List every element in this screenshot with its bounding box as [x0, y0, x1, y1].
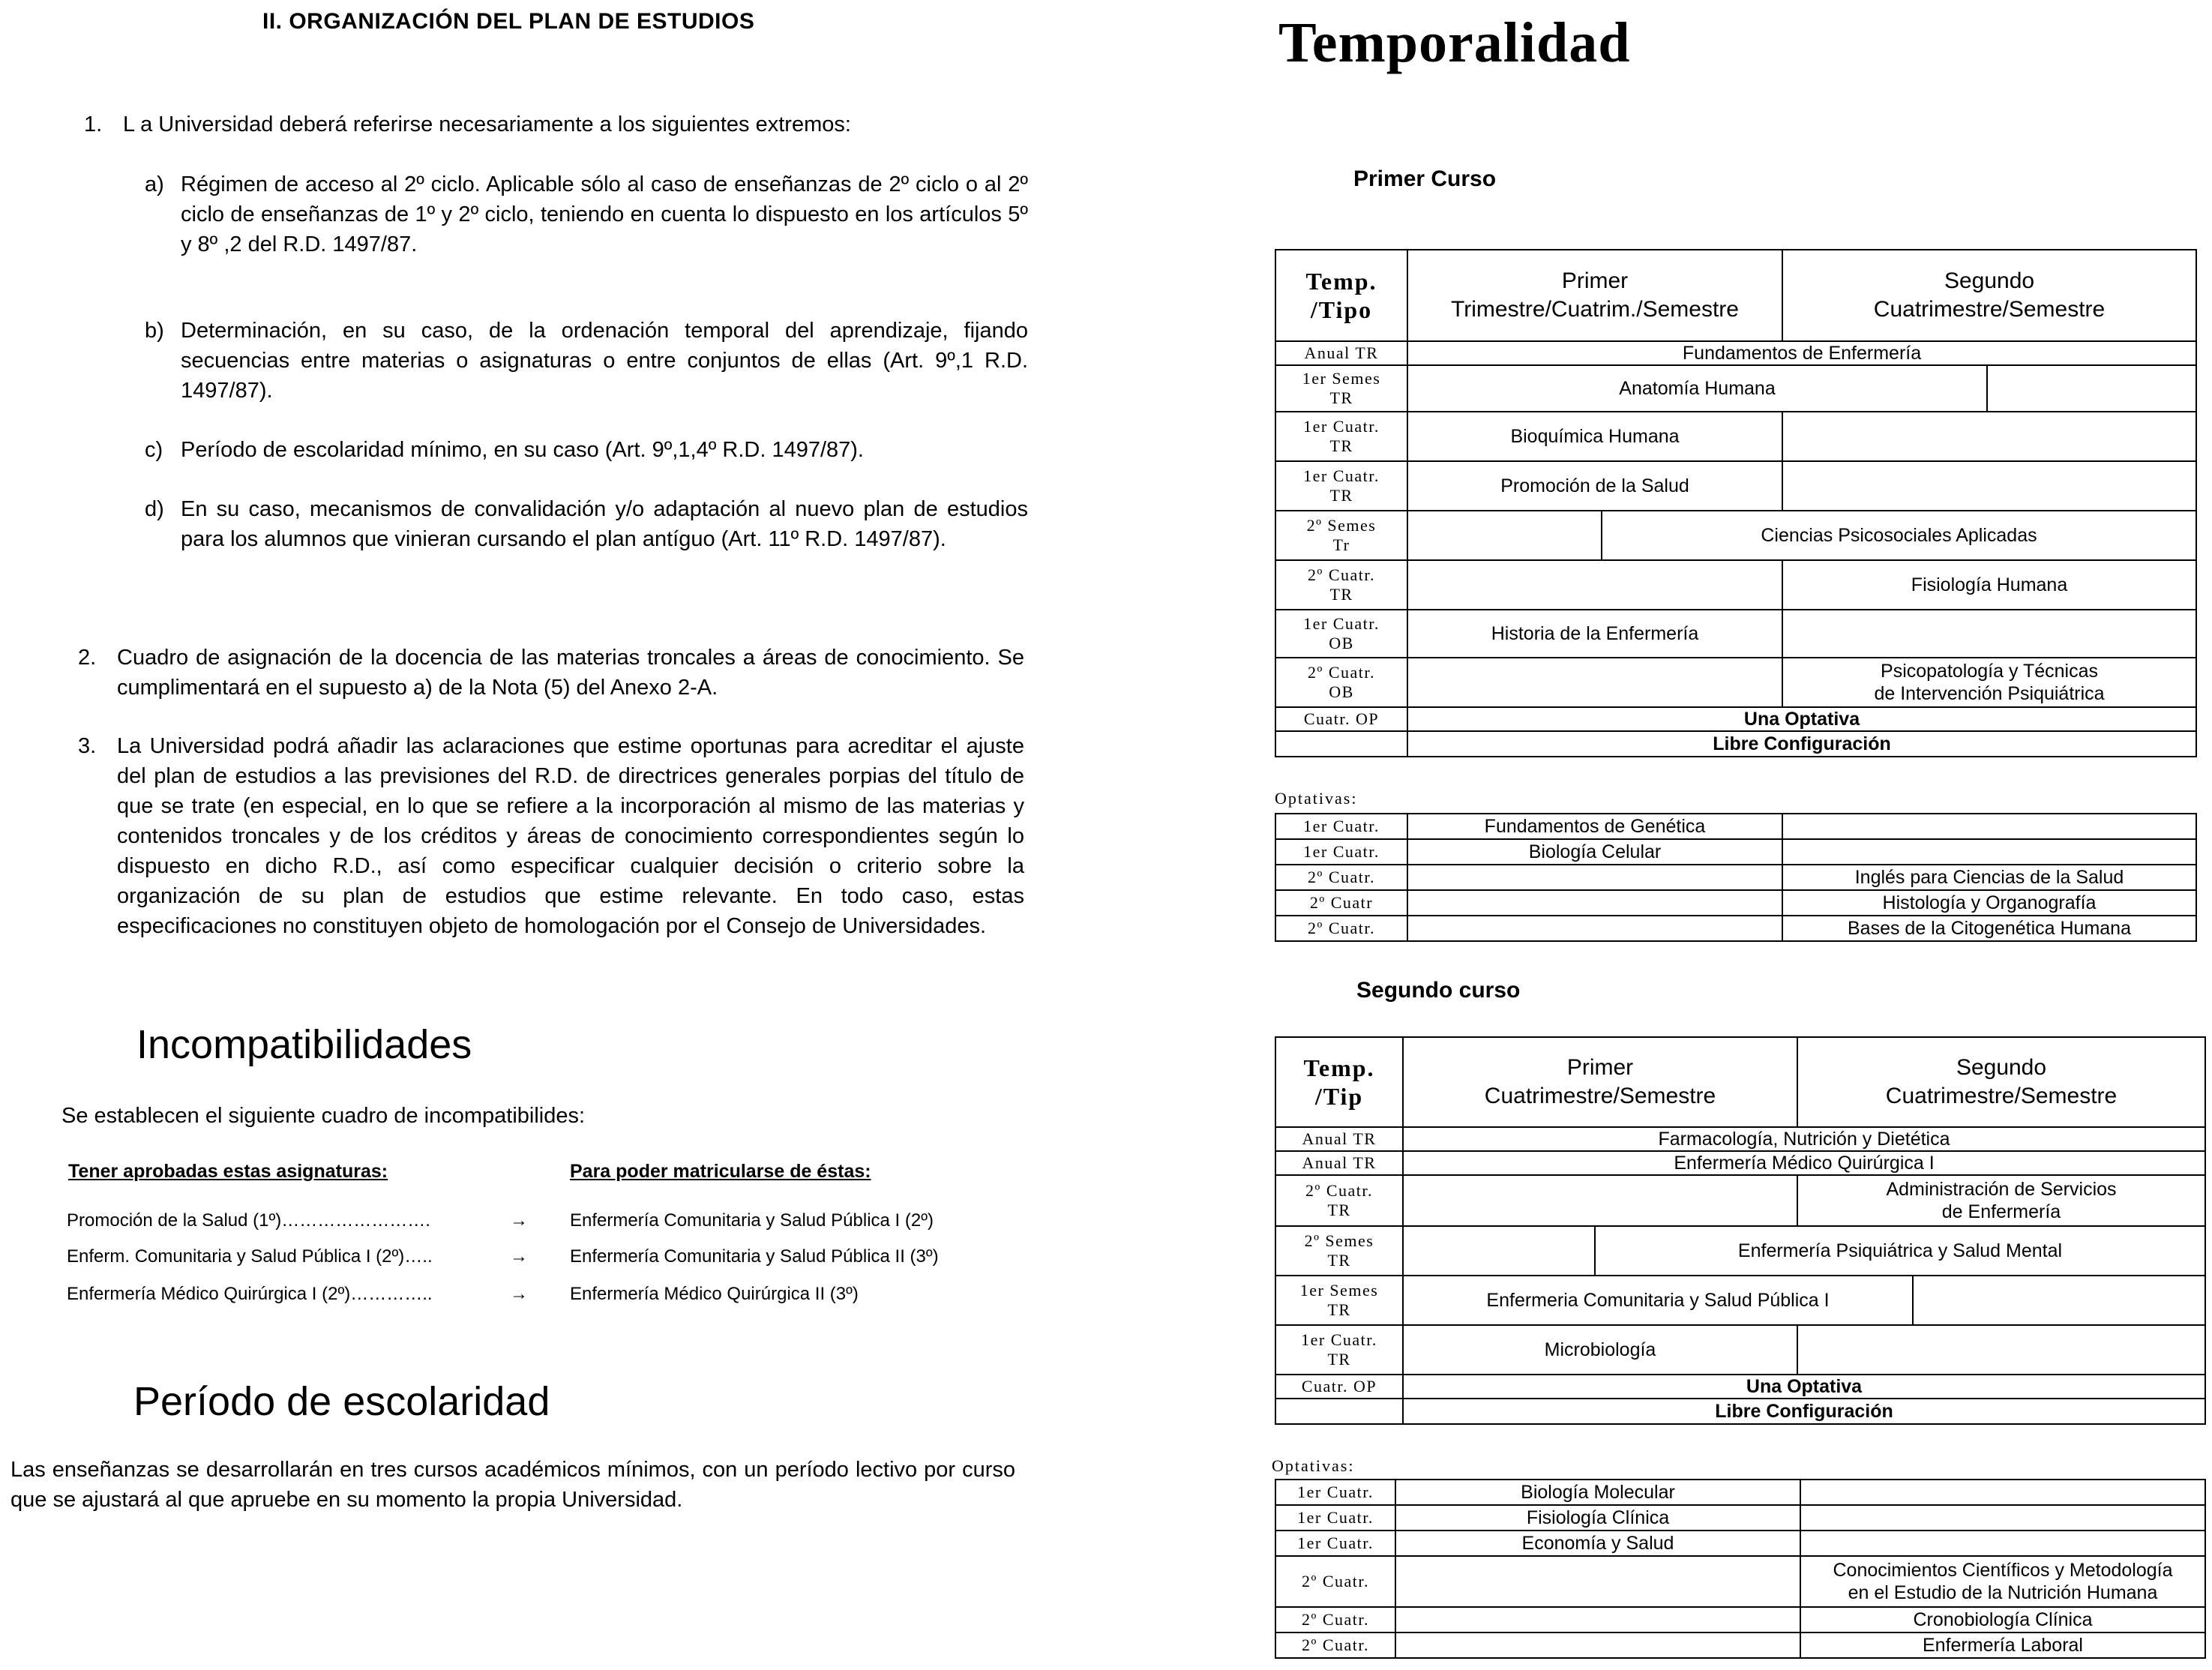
incompatibilidades-intro: Se establecen el siguiente cuadro de incompatibilides: [61, 1104, 586, 1128]
subject-cell: Enfermería Médico Quirúrgica I [1403, 1151, 2205, 1175]
subject-cell: Promoción de la Salud [1407, 461, 1782, 511]
subject-cell: Fisiología Humana [1782, 560, 2196, 610]
subject-cell: Farmacología, Nutrición y Dietética [1403, 1127, 2205, 1151]
row-code: 1er Cuatr. [1275, 1480, 1395, 1505]
subject-cell: Ciencias Psicosociales Aplicadas [1602, 511, 2196, 560]
incompat-from-3: Enfermería Médico Quirúrgica I (2º)………….. [67, 1284, 433, 1304]
periodo-text: Las enseñanzas se desarrollarán en tres cursos académicos mínimos, con un período lectivo por curso que se ajustará al que apruebe en su momento la propia Universidad. [10, 1458, 1015, 1512]
header-tipo: Temp. /Tip [1275, 1037, 1403, 1127]
subject-cell: Una Optativa [1403, 1375, 2205, 1399]
item-1-number: 1. [84, 112, 103, 136]
subject-cell: Cronobiología Clínica [1800, 1607, 2205, 1633]
empty-cell [1407, 560, 1782, 610]
primer-curso-optativas-table [1275, 813, 2197, 942]
item-a-text: Régimen de acceso al 2º ciclo. Aplicable sólo al caso de enseñanzas de 2º ciclo o al 2º ciclo de enseñanzas de 1º y 2º ciclo, teniendo en cuenta lo dispuesto en los artículos 5º y 8º ,2 del R.D. 1497/87. [181, 172, 1028, 256]
segundo-curso-optativas-table [1275, 1479, 2206, 1659]
subject-cell: Anatomía Humana [1407, 365, 1987, 412]
empty-cell [1275, 731, 1407, 757]
item-d-label: d) [145, 497, 164, 521]
row-code: 1er Cuatr. [1275, 1531, 1395, 1556]
arrow-right-icon: → [510, 1246, 528, 1267]
empty-cell [1782, 610, 2196, 658]
subject-cell [1395, 1607, 1800, 1633]
empty-cell [1782, 412, 2196, 461]
row-code: 2º Semes TR [1275, 1226, 1403, 1276]
header-segundo: Segundo Cuatrimestre/Semestre [1797, 1037, 2205, 1127]
item-c-text: Período de escolaridad mínimo, en su caso (Art. 9º,1,4º R.D. 1497/87). [181, 438, 864, 462]
subject-cell: Psicopatología y Técnicas de Intervención Psiquiátrica [1782, 658, 2196, 707]
section-heading: II. ORGANIZACIÓN DEL PLAN DE ESTUDIOS [262, 9, 755, 34]
item-c-label: c) [145, 438, 163, 462]
subject-cell [1395, 1556, 1800, 1607]
row-code: 2º Cuatr [1275, 890, 1407, 916]
row-code: 1er Cuatr. TR [1275, 461, 1407, 511]
subject-cell: Bases de la Citogenética Humana [1782, 916, 2196, 941]
row-code: 2º Semes Tr [1275, 511, 1407, 560]
subject-cell: Fisiología Clínica [1395, 1505, 1800, 1531]
subject-cell: Administración de Servicios de Enfermería [1797, 1175, 2205, 1226]
empty-cell [1403, 1175, 1797, 1226]
subject-cell: Biología Molecular [1395, 1480, 1800, 1505]
row-code: 1er Cuatr. TR [1275, 1325, 1403, 1375]
segundo-curso-title: Segundo curso [1356, 978, 1521, 1003]
subject-cell [1800, 1480, 2205, 1505]
subject-cell [1782, 839, 2196, 865]
incompat-to-1: Enfermería Comunitaria y Salud Pública I (2º) [570, 1210, 934, 1231]
row-code: 2º Cuatr. TR [1275, 560, 1407, 610]
row-code: 1er Semes TR [1275, 365, 1407, 412]
optativas-label: Optativas: [1272, 1456, 1355, 1475]
row-code: Anual TR [1275, 1151, 1403, 1175]
empty-cell [1987, 365, 2196, 412]
subject-cell [1782, 814, 2196, 839]
row-code: 2º Cuatr. OB [1275, 658, 1407, 707]
row-code: 2º Cuatr. [1275, 1607, 1395, 1633]
item-3-number: 3. [78, 734, 97, 758]
item-1-text: L a Universidad deberá referirse necesariamente a los siguientes extremos: [123, 112, 851, 136]
item-3-text: La Universidad podrá añadir las aclaraciones que estime oportunas para acreditar el ajuste del plan de estudios a las previsiones del R.D. de directrices generales porpias del título de que se trate (en especial, en lo que se refiere a la incorporación al mismo de las materias y contenidos troncales y de los créditos y áreas de conocimiento correspondientes según lo dispuesto en dicho R.D., así como especificar cualquier decisión o criterio sobre la organización de su plan de estudios que estime relevante. En todo caso, estas especificaciones no constituyen objeto de homologación por el Consejo de Universidades. [117, 734, 1024, 938]
subject-cell: Inglés para Ciencias de la Salud [1782, 865, 2196, 890]
subject-cell: Fundamentos de Genética [1407, 814, 1782, 839]
incompat-from-1: Promoción de la Salud (1º)……………………. [67, 1210, 430, 1231]
item-d-text: En su caso, mecanismos de convalidación y/o adaptación al nuevo plan de estudios para los alumnos que vinieran cursando el plan antíguo (Art. 11º R.D. 1497/87). [181, 497, 1028, 551]
empty-cell [1403, 1226, 1595, 1276]
subject-cell [1407, 890, 1782, 916]
row-code: 1er Cuatr. TR [1275, 412, 1407, 461]
subject-cell [1407, 916, 1782, 941]
row-code: 2º Cuatr. [1275, 1556, 1395, 1607]
row-code: Anual TR [1275, 1127, 1403, 1151]
incompat-header-right: Para poder matricularse de éstas: [570, 1161, 871, 1182]
subject-cell: Libre Configuración [1403, 1399, 2205, 1424]
subject-cell: Histología y Organografía [1782, 890, 2196, 916]
row-code: 1er Cuatr. [1275, 839, 1407, 865]
subject-cell [1800, 1505, 2205, 1531]
incompatibilidades-title: Incompatibilidades [136, 1022, 472, 1067]
subject-cell [1407, 865, 1782, 890]
subject-cell: Historia de la Enfermería [1407, 610, 1782, 658]
row-code: 1er Cuatr. [1275, 814, 1407, 839]
subject-cell: Fundamentos de Enfermería [1407, 341, 2196, 365]
subject-cell: Biología Celular [1407, 839, 1782, 865]
incompat-to-3: Enfermería Médico Quirúrgica II (3º) [570, 1284, 859, 1304]
row-code: Anual TR [1275, 341, 1407, 365]
incompat-to-2: Enfermería Comunitaria y Salud Pública II (3º) [570, 1246, 939, 1267]
empty-cell [1797, 1325, 2205, 1375]
empty-cell [1913, 1276, 2205, 1325]
row-code: Cuatr. OP [1275, 1375, 1403, 1399]
row-code: 1er Cuatr. OB [1275, 610, 1407, 658]
item-a-label: a) [145, 172, 164, 196]
incompat-from-2: Enferm. Comunitaria y Salud Pública I (2º)….. [67, 1246, 433, 1267]
header-primer: Primer Cuatrimestre/Semestre [1403, 1037, 1797, 1127]
item-b-label: b) [145, 319, 164, 343]
subject-cell: Libre Configuración [1407, 731, 2196, 757]
item-b-text: Determinación, en su caso, de la ordenación temporal del aprendizaje, fijando secuencias entre materias o asignaturas o entre conjuntos de ellas (Art. 9º,1 R.D. 1497/87). [181, 319, 1028, 403]
subject-cell: Conocimientos Científicos y Metodología en el Estudio de la Nutrición Humana [1800, 1556, 2205, 1607]
empty-cell [1407, 658, 1782, 707]
row-code: 2º Cuatr. TR [1275, 1175, 1403, 1226]
empty-cell [1782, 461, 2196, 511]
item-2-number: 2. [78, 646, 97, 670]
header-segundo: Segundo Cuatrimestre/Semestre [1782, 250, 2196, 341]
arrow-right-icon: → [510, 1210, 528, 1231]
header-primer: Primer Trimestre/Cuatrim./Semestre [1407, 250, 1782, 341]
optativas-label: Optativas: [1275, 789, 1358, 808]
temporalidad-title: Temporalidad [1278, 11, 1631, 74]
arrow-right-icon: → [510, 1284, 528, 1304]
empty-cell [1407, 511, 1602, 560]
subject-cell [1395, 1633, 1800, 1658]
subject-cell: Enfermería Psiquiátrica y Salud Mental [1595, 1226, 2205, 1276]
row-code: 2º Cuatr. [1275, 1633, 1395, 1658]
subject-cell: Enfermeria Comunitaria y Salud Pública I [1403, 1276, 1913, 1325]
row-code: 1er Semes TR [1275, 1276, 1403, 1325]
row-code: 1er Cuatr. [1275, 1505, 1395, 1531]
subject-cell: Enfermería Laboral [1800, 1633, 2205, 1658]
row-code: 2º Cuatr. [1275, 916, 1407, 941]
item-2-text: Cuadro de asignación de la docencia de las materias troncales a áreas de conocimiento. Se cumplimentará en el supuesto a) de la Nota (5) del Anexo 2-A. [117, 646, 1024, 700]
subject-cell: Bioquímica Humana [1407, 412, 1782, 461]
empty-cell [1275, 1399, 1403, 1424]
incompat-header-left: Tener aprobadas estas asignaturas: [68, 1161, 388, 1182]
row-code: 2º Cuatr. [1275, 865, 1407, 890]
subject-cell [1800, 1531, 2205, 1556]
subject-cell: Microbiología [1403, 1325, 1797, 1375]
primer-curso-title: Primer Curso [1353, 166, 1497, 191]
segundo-curso-table [1275, 1036, 2206, 1425]
header-tipo: Temp. /Tipo [1275, 250, 1407, 341]
periodo-title: Período de escolaridad [133, 1379, 550, 1424]
subject-cell: Una Optativa [1407, 707, 2196, 731]
primer-curso-table [1275, 249, 2197, 757]
row-code: Cuatr. OP [1275, 707, 1407, 731]
subject-cell: Economía y Salud [1395, 1531, 1800, 1556]
